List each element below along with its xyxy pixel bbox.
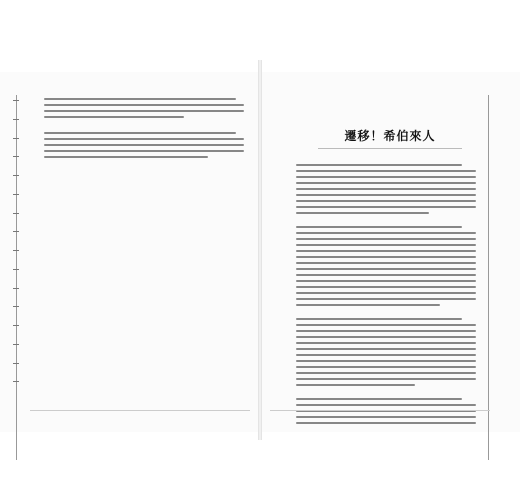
timeline-tick xyxy=(13,250,19,251)
text-line xyxy=(296,188,476,190)
text-line xyxy=(296,342,476,344)
text-line xyxy=(296,318,462,320)
text-line xyxy=(296,268,476,270)
timeline-tick xyxy=(13,381,19,382)
text-line xyxy=(296,182,476,184)
text-line xyxy=(296,372,476,374)
text-line xyxy=(296,336,476,338)
timeline-tick xyxy=(13,344,19,345)
page-gutter xyxy=(258,60,262,440)
text-line xyxy=(296,238,476,240)
text-line xyxy=(296,206,476,208)
paragraph-gap xyxy=(296,390,476,394)
text-line xyxy=(296,256,476,258)
right-timeline-axis xyxy=(488,95,489,460)
timeline-tick xyxy=(13,269,19,270)
text-line xyxy=(296,274,476,276)
text-line xyxy=(296,366,476,368)
text-line xyxy=(296,292,476,294)
left-timeline-axis xyxy=(16,95,17,460)
text-line xyxy=(296,232,476,234)
timeline-tick xyxy=(13,156,19,157)
text-line xyxy=(296,280,476,282)
timeline-tick xyxy=(13,213,19,214)
text-line xyxy=(296,398,462,400)
paragraph-gap xyxy=(296,310,476,314)
text-line xyxy=(296,250,476,252)
text-line xyxy=(296,164,462,166)
text-line xyxy=(296,226,462,228)
text-line xyxy=(296,354,476,356)
timeline-tick xyxy=(13,231,19,232)
left-footer-rule xyxy=(30,410,250,411)
timeline-tick xyxy=(13,138,19,139)
text-line xyxy=(296,360,476,362)
paragraph-gap xyxy=(296,218,476,222)
text-line xyxy=(296,176,476,178)
text-line xyxy=(296,324,476,326)
text-line xyxy=(296,262,476,264)
timeline-tick xyxy=(13,175,19,176)
right-footer-rule xyxy=(270,410,490,411)
text-line xyxy=(296,384,415,386)
timeline-tick xyxy=(13,363,19,364)
text-line xyxy=(296,194,476,196)
text-line xyxy=(296,244,476,246)
text-line xyxy=(296,378,476,380)
title-rule xyxy=(318,148,462,149)
text-line xyxy=(296,170,476,172)
timeline-tick xyxy=(13,194,19,195)
text-line xyxy=(296,330,476,332)
text-line xyxy=(296,348,476,350)
timeline-tick xyxy=(13,288,19,289)
text-line xyxy=(296,422,476,424)
timeline-tick xyxy=(13,325,19,326)
text-line xyxy=(296,212,429,214)
timeline-tick xyxy=(13,306,19,307)
left-page-text xyxy=(44,94,244,162)
right-page-text xyxy=(296,160,476,428)
text-line xyxy=(296,298,476,300)
timeline-tick xyxy=(13,100,19,101)
text-line xyxy=(296,200,476,202)
section-title: 遷移！希伯來人 xyxy=(344,129,436,143)
text-line xyxy=(296,286,476,288)
timeline-tick xyxy=(13,119,19,120)
text-line xyxy=(296,404,476,406)
text-line xyxy=(296,416,476,418)
text-line xyxy=(296,304,440,306)
